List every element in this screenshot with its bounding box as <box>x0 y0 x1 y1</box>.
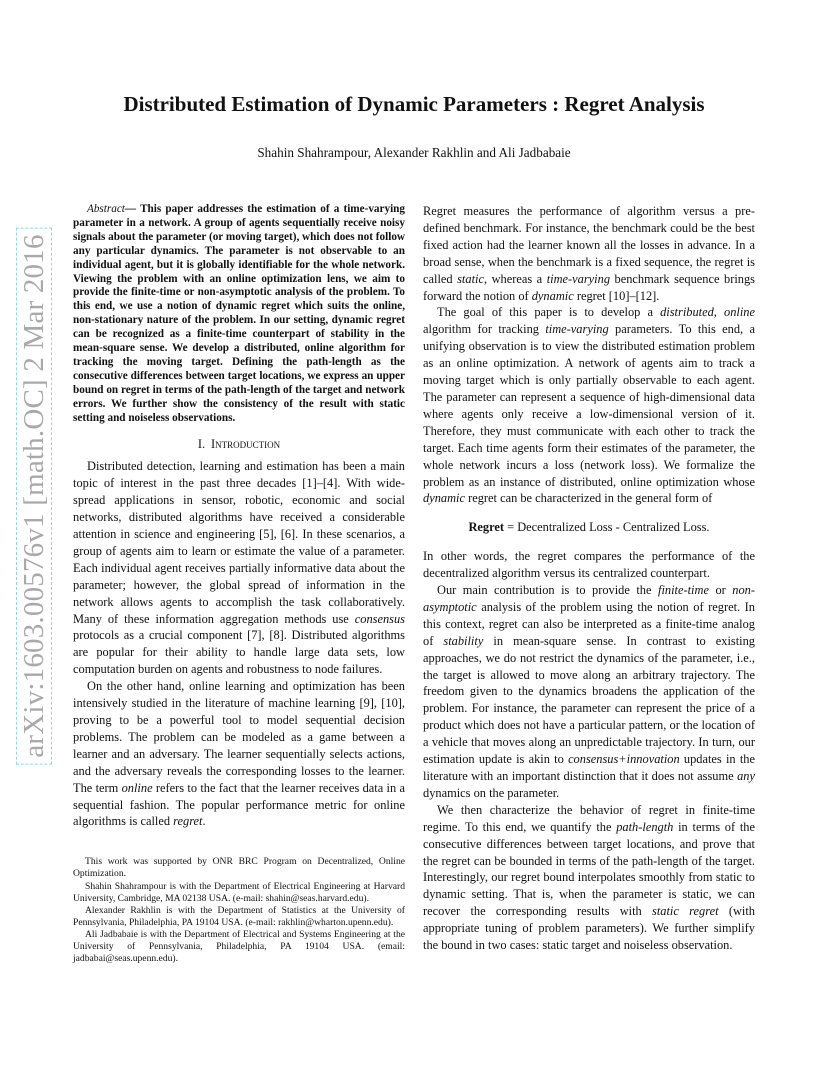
text-run: parameters. To this end, a unifying observation is to view the distributed estimation problem as an online optimization. A network of agents aim to track a moving target which is only partially observable to each agent. The parameter can represent a sequence of high-dimensional data where agents only receive a low-dimensional version of it. Therefore, they must communicate with each other to track the target. Each time agents form their estimates of the parameter, the whole network incurs a loss (network loss). We formalize the problem as an instance of distributed, online optimization whose <box>423 322 756 489</box>
text-run: protocols as a crucial component [7], [8]. Distributed algorithms are popular for their ability to handle large data sets, low computation burden on agents and robustness to node failures. <box>73 628 405 677</box>
text-run: . <box>202 814 206 829</box>
emphasis: time-varying <box>545 322 609 337</box>
text-run: The goal of this paper is to develop a <box>437 305 661 320</box>
emphasis: finite-time <box>658 583 709 598</box>
emphasis: any <box>737 769 755 783</box>
text-run: regret [10]–[12]. <box>573 288 660 303</box>
paper-authors: Shahin Shahrampour, Alexander Rakhlin and Ali Jadbabaie <box>257 145 571 160</box>
footnote-author-1: Shahin Shahrampour is with the Department of Electrical Engineering at Harvard University, Cambridge, MA 02138 USA. (e-mail: shahin@seas.harvard.edu). <box>73 880 405 904</box>
text-run: Regret measures the performance of algorithm versus a pre-defined benchmark. For instance, the benchmark could be the best fixed action had the learner known all the losses in advance. In a broad sense, when the benchmark is a fixed sequence, the regret is called <box>423 204 755 286</box>
goal-paragraph <box>423 304 755 507</box>
abstract <box>73 203 405 426</box>
regret-paragraph <box>423 203 755 304</box>
emphasis: path-length <box>616 819 674 834</box>
emphasis: stability <box>443 633 484 648</box>
emphasis: static <box>457 271 484 286</box>
emphasis: regret <box>173 814 203 829</box>
text-run: dynamics on the parameter. <box>423 785 560 800</box>
regret-equation <box>423 519 755 536</box>
contribution-paragraph <box>423 582 755 802</box>
footnotes <box>73 856 405 965</box>
footnote-author-3: Ali Jadbabaie is with the Department of Electrical and Systems Engineering at the University of Pennsylvania, Philadelphia, PA 19104 USA. (email: jadbabai@seas.upenn.edu). <box>73 928 405 965</box>
emphasis: static regret <box>652 904 719 919</box>
text-run: in mean-square sense. In contrast to existing approaches, we do not restrict the dynamics of the parameter, i.e., the target is allowed to move along an arbitrary trajectory. The freedom given to the dynamics broadens the application of the problem. For instance, the parameter can represent the price of a product which does not have a particular pattern, or the location of a vehicle that moves along an unpredictable trajectory. In turn, our estimation update is akin to <box>423 633 755 767</box>
section-heading-introduction <box>73 436 405 453</box>
right-column <box>423 203 755 954</box>
text-run: or <box>708 583 733 598</box>
left-column <box>73 203 405 965</box>
equation-rest: = Decentralized Loss - Centralized Loss. <box>504 520 710 535</box>
text-run: refers to the fact that the learner receives data in a sequential fashion. The popular performance metric for online algorithms is called <box>73 780 405 829</box>
section-title: Introduction <box>211 436 281 451</box>
equation-term: Regret <box>468 520 505 535</box>
emphasis: dynamic <box>531 288 574 303</box>
text-run: analysis of the problem using the notion of regret. In this context, regret can also be interpreted as a finite-time analog of <box>423 599 755 648</box>
emphasis: online <box>121 780 153 795</box>
abstract-label: Abstract <box>87 203 125 215</box>
emphasis: distributed, online <box>660 305 755 320</box>
text-run: algorithm for tracking <box>423 322 546 337</box>
emphasis: consensus+innovation <box>568 752 680 767</box>
intro-paragraph-2 <box>73 678 405 830</box>
footnote-author-2: Alexander Rakhlin is with the Department of Statistics at the University of Pennsylvania, Philadelphia, PA 19104 USA. (e-mail: rakhlin@wharton.upenn.edu). <box>73 904 405 928</box>
text-run: benchmark sequence brings forward the notion of <box>423 271 755 303</box>
emphasis: consensus <box>354 611 405 626</box>
paper-title: Distributed Estimation of Dynamic Parameters : Regret Analysis <box>123 92 705 116</box>
text-run: regret can be characterized in the general form of <box>464 491 713 506</box>
text-run: updates in the literature with an important distinction that it does not assume <box>423 752 755 783</box>
footnote-funding: This work was supported by ONR BRC Program on Decentralized, Online Optimization. <box>73 856 405 880</box>
abstract-body: This paper addresses the estimation of a time-varying parameter in a network. A group of agents sequentially receive noisy signals about the parameter (or moving target), which does not follow any particular dynamics. The parameter is not observable to an individual agent, but it is globally identifiable for the whole network. Viewing the problem with an online optimization lens, we aim to provide the finite-time or non-asymptotic analysis of the problem. To this end, we use a notion of dynamic regret which suits the online, non-stationary nature of the problem. In our setting, dynamic regret can be recognized as a finite-time counterpart of stability in the mean-square sense. We develop a distributed, online algorithm for tracking the moving target. Defining the path-length as the consecutive differences between target locations, we express an upper bound on regret in terms of the path-length of the target and network errors. We further show the consistency of the result with static setting and noiseless observations. <box>73 203 405 424</box>
abstract-dash: — <box>124 203 141 215</box>
text-run: Our main contribution is to provide the <box>437 583 659 598</box>
characterization-paragraph <box>423 802 755 954</box>
comparison-paragraph: In other words, the regret compares the performance of the decentralized algorithm versus its centralized counterpart. <box>423 549 755 581</box>
arxiv-side-stamp <box>16 236 52 756</box>
arxiv-identifier: arXiv:1603.00576v1 [math.OC] 2 Mar 2016 <box>16 227 52 764</box>
emphasis: non-asymptotic <box>423 583 755 614</box>
emphasis: dynamic <box>423 491 465 506</box>
emphasis: time-varying <box>546 271 611 286</box>
text-run: On the other hand, online learning and optimization has been intensively studied in the literature of machine learning [9], [10], proving to be a powerful tool to model sequential decision problems. The problem can be modeled as a game between a learner and an adversary. The learner sequentially selects actions, and the adversary reveals the corresponding losses to the learner. The term <box>73 679 405 795</box>
text-run: Distributed detection, learning and estimation has been a main topic of interest in the past three decades [1]–[4]. With wide-spread applications in sensor, robotic, economic and social networks, distributed algorithms have received a considerable attention in science and engineering [5], [6]. In these scenarios, a group of agents aim to learn or estimate the value of a parameter. Each individual agent receives partially informative data about the parameter; however, the global spread of information in the network allows agents to accomplish the task collaboratively. Many of these information aggregation methods use <box>73 459 405 626</box>
text-run: , whereas a <box>483 271 547 286</box>
section-number: I. <box>197 436 206 451</box>
intro-paragraph-1 <box>73 458 405 678</box>
text-run: We then characterize the behavior of regret in finite-time regime. To this end, we quantify the <box>423 802 755 834</box>
text-run: (with appropriate tuning of problem parameters). We further simplify the bound in two cases: static target and noiseless observation. <box>423 904 755 953</box>
text-run: in terms of the consecutive differences between target locations, and prove that the regret can be bounded in terms of the path-length of the target. Interestingly, our regret bound interpolates smoothly from static to dynamic setting. That is, when the parameter is static, we can recover the corresponding results with <box>423 819 755 919</box>
